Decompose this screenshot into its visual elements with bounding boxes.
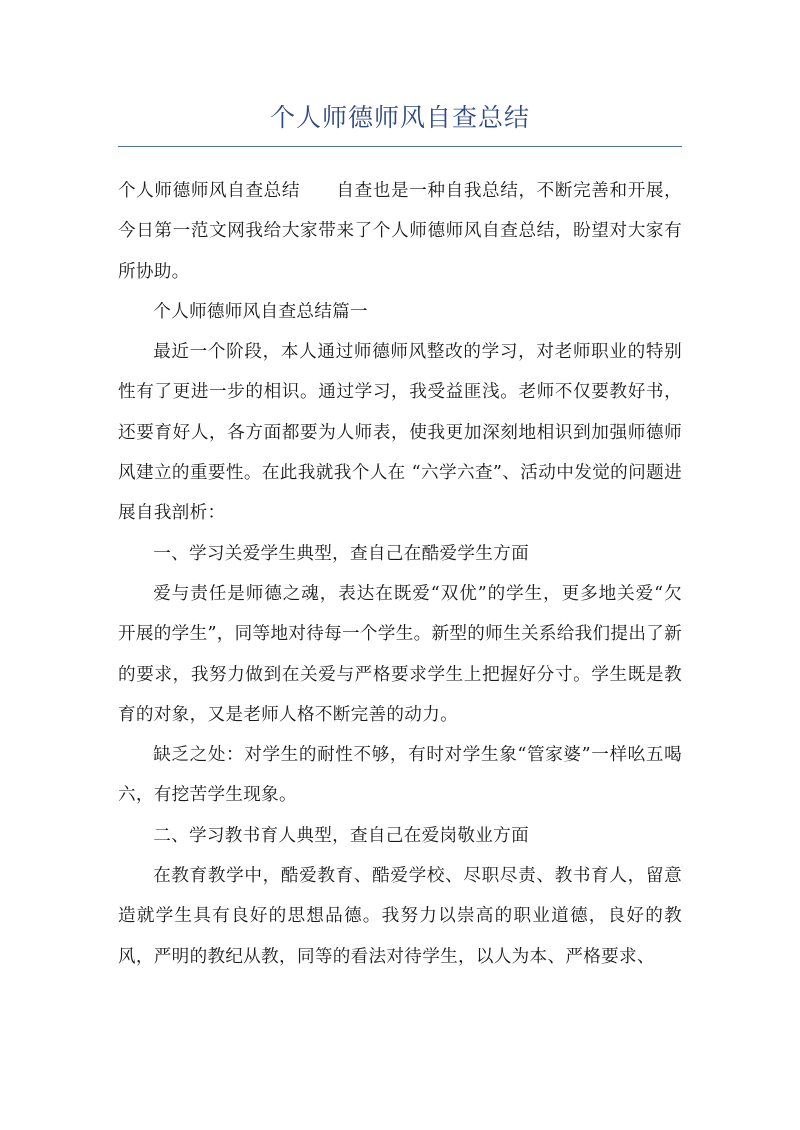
section-heading-two: 二、学习教书育人典型，查自己在爱岗敬业方面 — [153, 825, 529, 846]
intro-paragraph — [118, 171, 682, 292]
intro-heading: 个人师德师风自查总结 — [118, 181, 301, 201]
section-heading-one: 一、学习关爱学生典型，查自己在酷爱学生方面 — [153, 543, 529, 564]
document-title: 个人师德师风自查总结 — [269, 103, 530, 132]
document-body — [118, 171, 682, 977]
body-paragraph: 缺乏之处：对学生的耐性不够，有时对学生象“管家婆”一样吆五喝六，有挖苦学生现象。 — [118, 745, 682, 806]
section-heading-part-one: 个人师德师风自查总结篇一 — [153, 301, 368, 322]
body-paragraph: 爱与责任是师德之魂，表达在既爱“双优”的学生，更多地关爱“欠开展的学生”，同等地对待每一个学生。新型的师生关系给我们提出了新的要求，我努力做到在关爱与严格要求学生上把握好分寸。学生既是教育的对象，又是老师人格不断完善的动力。 — [118, 583, 683, 725]
body-paragraph: 最近一个阶段，本人通过师德师风整改的学习，对老师职业的特别性有了更进一步的相识。通过学习，我受益匪浅。老师不仅要教好书，还要育好人，各方面都要为人师表，使我更加深刻地相识到加强师德师风建立的重要性。在此我就我个人在 “六学六查”、活动中发觉的问题进展自我剖析： — [118, 342, 682, 524]
title-divider — [118, 146, 682, 147]
body-paragraph: 在教育教学中，酷爱教育、酷爱学校、尽职尽责、教书育人，留意造就学生具有良好的思想品德。我努力以崇高的职业道德，良好的教风，严明的教纪从教，同等的看法对待学生，以人为本、严格要求、 — [118, 866, 682, 967]
intro-body: 自查也是一种自我总结，不断完善和开展，今日第一范文网我给大家带来了个人师德师风自查总结，盼望对大家有所协助。 — [118, 181, 682, 282]
